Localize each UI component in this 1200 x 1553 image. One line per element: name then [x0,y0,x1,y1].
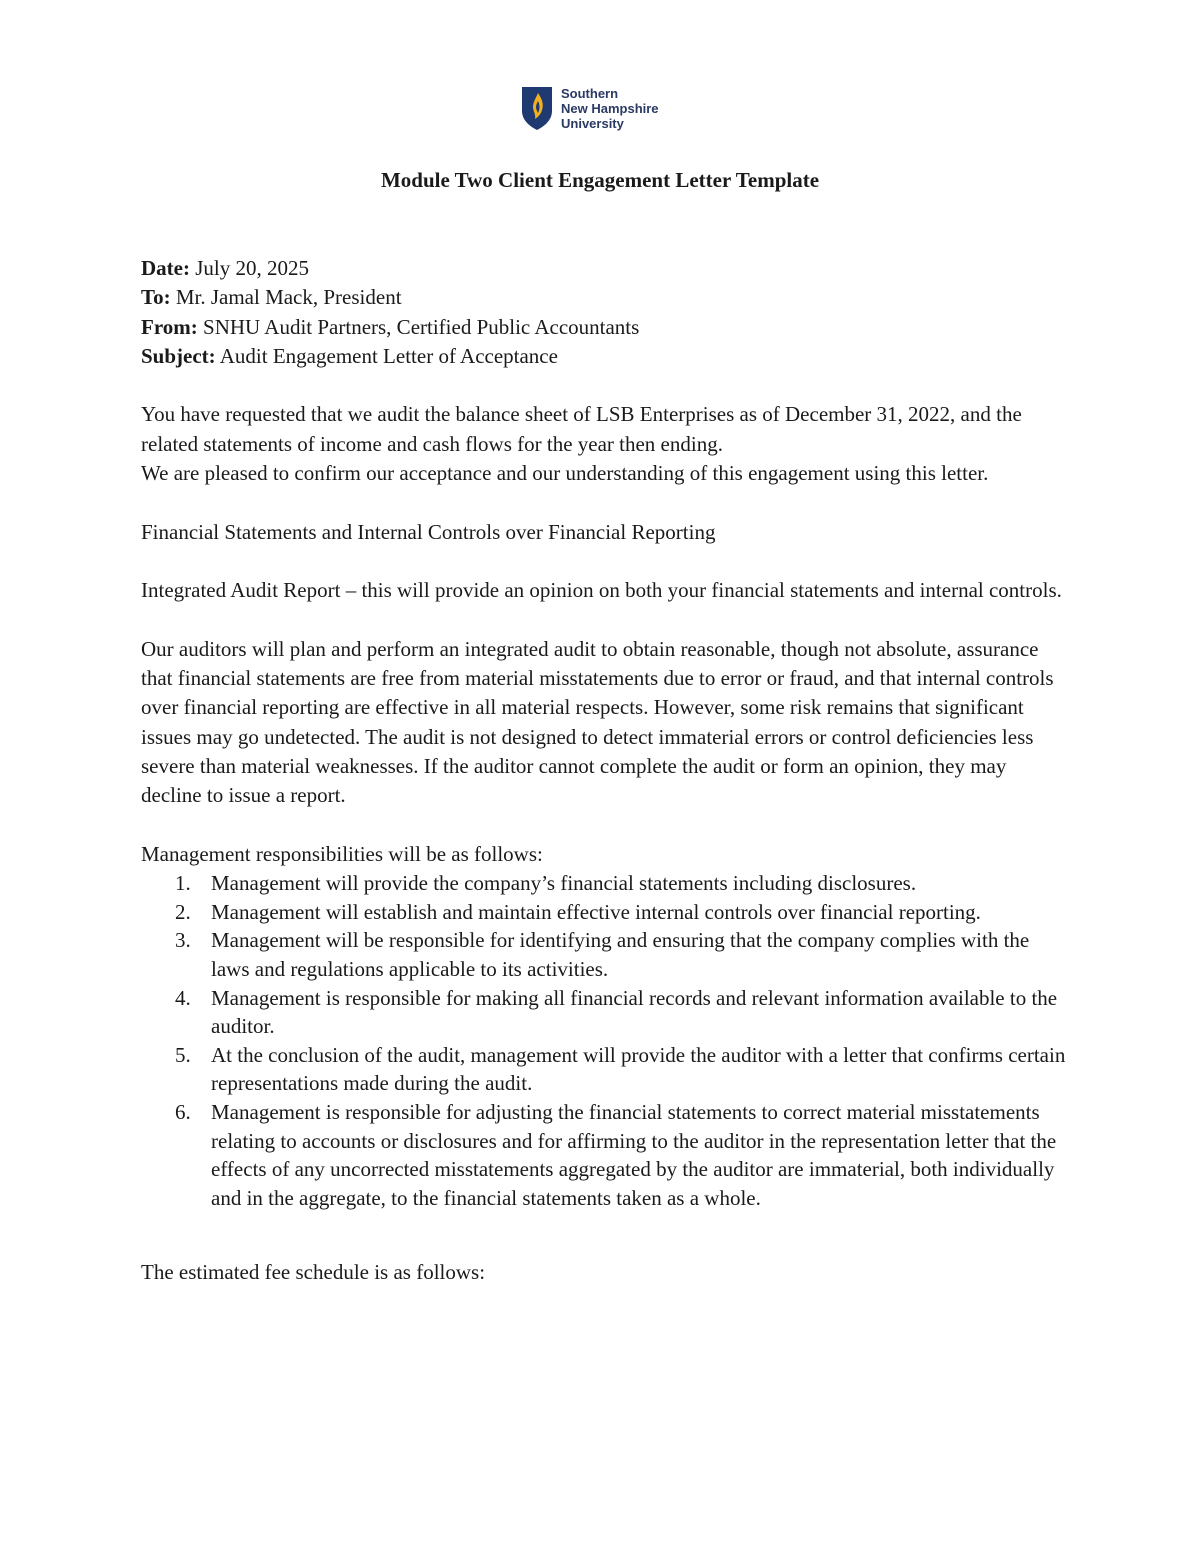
date-value: July 20, 2025 [189,256,309,280]
acceptance-paragraph: We are pleased to confirm our acceptance and our understanding of this engagement using this letter. [141,461,989,486]
list-text: Management will establish and maintain effective internal controls over financial reporting. [211,899,981,924]
integrated-report-paragraph: Integrated Audit Report – this will provide an opinion on both your financial statements and internal controls. [141,578,1062,603]
shield-flame-icon [521,85,553,131]
subject-line [141,342,1066,371]
intro-paragraph: You have requested that we audit the balance sheet of LSB Enterprises as of December 31, 2022, and the related statements of income and cash flows for the year then ending. [141,402,1022,456]
section-heading: Financial Statements and Internal Controls over Financial Reporting [141,519,716,544]
list-item [141,984,1066,1041]
date-line [141,254,1066,283]
subject-value: Audit Engagement Letter of Acceptance [215,343,558,368]
responsibilities-list [141,869,1066,1212]
date-label: Date: [141,256,190,280]
list-text: Management is responsible for making all financial records and relevant information available to the auditor. [211,985,1058,1039]
logo-line-1: Southern [561,85,619,101]
audit-paragraph: Our auditors will plan and perform an integrated audit to obtain reasonable, though not absolute, assurance that financial statements are free from material misstatements due to error or fraud, and that internal controls over financial reporting are effective in all material respects. However, some risk remains that significant issues may go undetected. The audit is not designed to detect immaterial errors or control deficiencies less severe than material weaknesses. If the auditor cannot complete the audit or form an opinion, they may decline to issue a report. [141,636,1054,808]
list-number: 1. [175,871,191,896]
fee-schedule-intro: The estimated fee schedule is as follows: [141,1260,486,1285]
responsibilities-intro: Management responsibilities will be as follows: [141,841,543,866]
from-label: From: [141,314,198,339]
logo-line-3: University [561,115,624,131]
list-item [141,1041,1066,1098]
document-title: Module Two Client Engagement Letter Template [380,168,820,192]
to-label: To: [141,285,171,310]
list-item [141,926,1066,983]
letter-body [141,254,1066,1288]
list-number: 6. [175,1099,191,1124]
list-text: Management will be responsible for identifying and ensuring that the company complies with the laws and regulations applicable to its activities. [211,928,1030,982]
to-line [141,283,1066,312]
logo-wordmark [561,86,659,131]
list-item [141,1098,1066,1212]
list-number: 3. [175,928,191,953]
list-text: Management is responsible for adjusting the financial statements to correct material misstatements relating to accounts or disclosures and for affirming to the auditor in the representation letter that the effects of any uncorrected misstatements aggregated by the auditor are immaterial, both individually and in the aggregate, to the financial statements taken as a whole. [211,1099,1057,1210]
list-item [141,869,1066,898]
logo-line-2: New Hampshire [561,100,659,116]
subject-label: Subject: [141,343,216,368]
from-value: SNHU Audit Partners, Certified Public Accountants [197,314,640,339]
list-text: Management will provide the company’s financial statements including disclosures. [211,871,917,896]
university-logo [521,84,659,132]
to-value: Mr. Jamal Mack, President [170,285,402,310]
list-text: At the conclusion of the audit, management will provide the auditor with a letter that confirms certain representations made during the audit. [211,1042,1066,1096]
list-number: 5. [175,1042,191,1067]
list-item [141,898,1066,927]
from-line [141,313,1066,342]
list-number: 2. [175,899,191,924]
list-number: 4. [175,985,191,1010]
